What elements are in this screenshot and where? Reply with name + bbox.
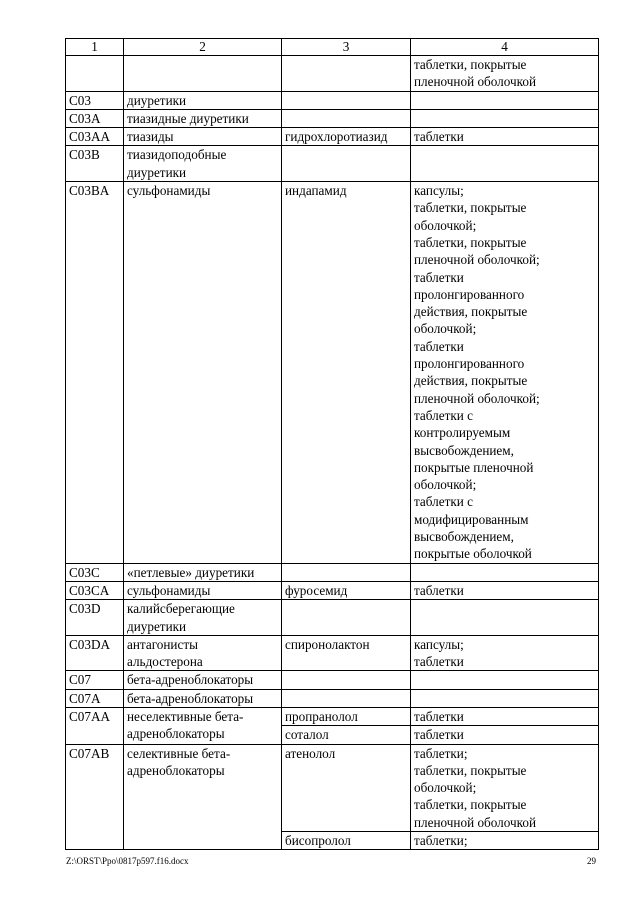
- atc-code-cell: C07AB: [66, 744, 124, 850]
- atc-code-cell: C03B: [66, 146, 124, 182]
- group-cell: тиазидоподобные диуретики: [124, 146, 282, 182]
- group-cell: тиазидные диуретики: [124, 109, 282, 127]
- group-cell: бета-адреноблокаторы: [124, 671, 282, 689]
- group-cell: калийсберегающие диуретики: [124, 600, 282, 636]
- drug-cell: [282, 671, 411, 689]
- dosage-form-cell: [411, 671, 599, 689]
- page-number: 29: [587, 856, 596, 866]
- drug-cell: атенолол: [282, 744, 411, 831]
- table-row: [66, 56, 599, 92]
- atc-code-cell: [66, 56, 124, 92]
- group-cell: антагонисты альдостерона: [124, 635, 282, 671]
- table-row: [66, 671, 599, 689]
- dosage-form-cell: капсулы; таблетки, покрытые оболочкой; таблетки, покрытые пленочной оболочкой; таблетки пролонгированного действия, покрытые оболочкой; таблетки пролонгированного действия, покрытые пленочной оболочкой; таблетки с контролируемым высвобождением, покрытые пленочной оболочкой; таблетки с модифицированным высвобождением, покрытые оболочкой: [411, 182, 599, 564]
- atc-code-cell: C03BA: [66, 182, 124, 564]
- dosage-form-cell: таблетки: [411, 581, 599, 599]
- dosage-form-cell: таблетки: [411, 726, 599, 744]
- atc-code-cell: C03C: [66, 563, 124, 581]
- table-row: [66, 182, 599, 564]
- table-header-row: [66, 39, 599, 56]
- column-number: 2: [124, 39, 282, 56]
- table-row: [66, 689, 599, 707]
- dosage-form-cell: таблетки: [411, 128, 599, 146]
- group-cell: сульфонамиды: [124, 182, 282, 564]
- drug-cell: фуросемид: [282, 581, 411, 599]
- atc-code-cell: C07AA: [66, 707, 124, 744]
- drug-cell: [282, 146, 411, 182]
- column-number: 1: [66, 39, 124, 56]
- table-row: [66, 563, 599, 581]
- dosage-form-cell: капсулы; таблетки: [411, 635, 599, 671]
- dosage-form-cell: таблетки; таблетки, покрытые оболочкой; таблетки, покрытые пленочной оболочкой: [411, 744, 599, 831]
- dosage-form-cell: [411, 146, 599, 182]
- dosage-form-cell: [411, 600, 599, 636]
- drug-cell: индапамид: [282, 182, 411, 564]
- group-cell: селективные бета- адреноблокаторы: [124, 744, 282, 850]
- group-cell: тиазиды: [124, 128, 282, 146]
- dosage-form-cell: [411, 563, 599, 581]
- column-number: 4: [411, 39, 599, 56]
- table-row: [66, 581, 599, 599]
- table-row: [66, 91, 599, 109]
- drug-cell: [282, 689, 411, 707]
- atc-code-cell: C03DA: [66, 635, 124, 671]
- drug-cell: бисопролол: [282, 832, 411, 850]
- table-row: [66, 707, 599, 725]
- table-row: [66, 146, 599, 182]
- file-path: Z:\ORST\Ppo\0817p597.f16.docx: [66, 856, 189, 866]
- group-cell: диуретики: [124, 91, 282, 109]
- drug-cell: соталол: [282, 726, 411, 744]
- atc-code-cell: C03A: [66, 109, 124, 127]
- table-body: [66, 39, 599, 850]
- column-number: 3: [282, 39, 411, 56]
- drug-cell: [282, 91, 411, 109]
- drug-cell: [282, 563, 411, 581]
- drug-cell: [282, 600, 411, 636]
- table-row: [66, 744, 599, 831]
- atc-code-cell: C03AA: [66, 128, 124, 146]
- dosage-form-cell: [411, 689, 599, 707]
- group-cell: [124, 56, 282, 92]
- drug-cell: [282, 56, 411, 92]
- drug-cell: спиронолактон: [282, 635, 411, 671]
- atc-code-cell: C07: [66, 671, 124, 689]
- atc-code-cell: C03D: [66, 600, 124, 636]
- table-row: [66, 128, 599, 146]
- page-footer: [66, 856, 596, 867]
- atc-code-cell: C07A: [66, 689, 124, 707]
- group-cell: бета-адреноблокаторы: [124, 689, 282, 707]
- atc-code-cell: C03: [66, 91, 124, 109]
- group-cell: сульфонамиды: [124, 581, 282, 599]
- drug-cell: пропранолол: [282, 707, 411, 725]
- table-row: [66, 635, 599, 671]
- dosage-form-cell: таблетки: [411, 707, 599, 725]
- drug-cell: [282, 109, 411, 127]
- dosage-form-cell: таблетки, покрытые пленочной оболочкой: [411, 56, 599, 92]
- table-row: [66, 600, 599, 636]
- table-row: [66, 109, 599, 127]
- drug-table: [65, 38, 599, 850]
- dosage-form-cell: [411, 91, 599, 109]
- dosage-form-cell: [411, 109, 599, 127]
- atc-code-cell: C03CA: [66, 581, 124, 599]
- dosage-form-cell: таблетки;: [411, 832, 599, 850]
- group-cell: неселективные бета- адреноблокаторы: [124, 707, 282, 744]
- drug-cell: гидрохлоротиазид: [282, 128, 411, 146]
- group-cell: «петлевые» диуретики: [124, 563, 282, 581]
